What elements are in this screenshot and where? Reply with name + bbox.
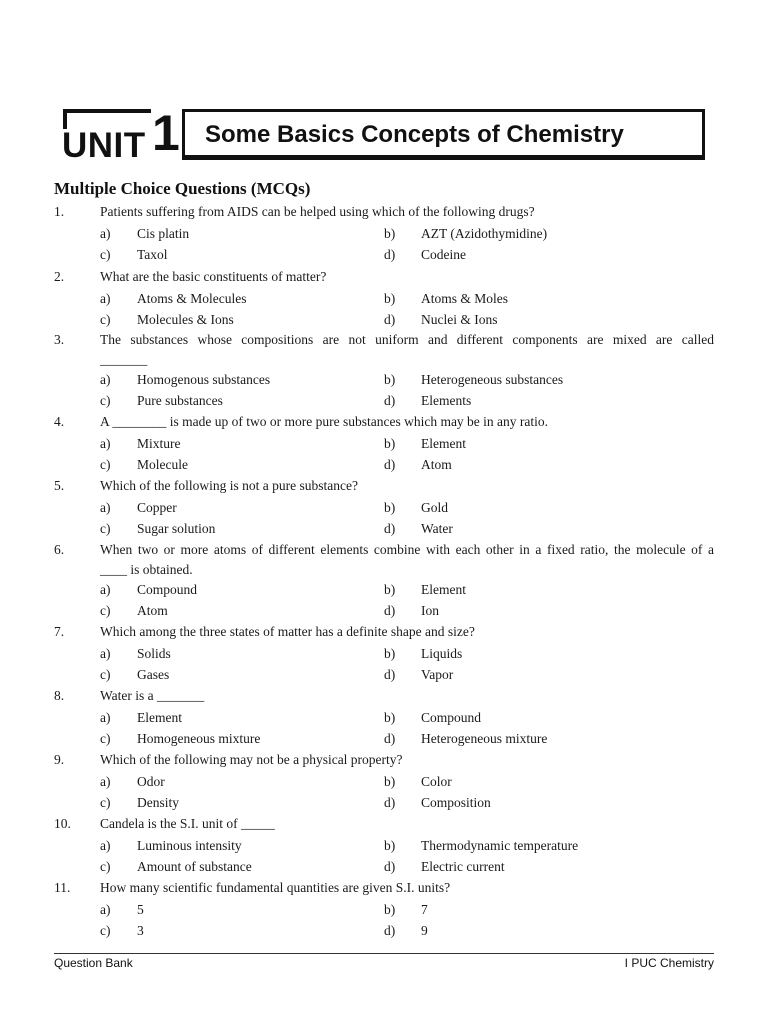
option-label: d): [384, 923, 396, 938]
option-text: Homogeneous mixture: [137, 731, 261, 746]
option-label: d): [384, 795, 396, 810]
option-label: d): [384, 521, 396, 536]
option-label: d): [384, 603, 396, 618]
option-label: b): [384, 582, 396, 597]
option-text: Sugar solution: [137, 521, 216, 536]
question-number: 2.: [54, 269, 65, 284]
question-number: 10.: [54, 816, 71, 831]
option-text: Nuclei & Ions: [421, 312, 498, 327]
unit-number: 1: [152, 105, 180, 161]
question-text: When two or more atoms of different elements combine with each other in a fixed ratio, the molecule of a: [100, 542, 714, 557]
option-text: Molecule: [137, 457, 188, 472]
option-text: Ion: [421, 603, 439, 618]
option-label: a): [100, 226, 111, 241]
option-text: Odor: [137, 774, 165, 789]
option-text: Vapor: [421, 667, 454, 682]
option-text: Gold: [421, 500, 448, 515]
option-label: c): [100, 393, 111, 408]
option-text: Compound: [421, 710, 482, 725]
option-text: Element: [137, 710, 182, 725]
option-label: c): [100, 795, 111, 810]
question-text: A ________ is made up of two or more pure substances which may be in any ratio.: [100, 414, 549, 429]
option-text: Molecules & Ions: [137, 312, 234, 327]
option-text: Atom: [137, 603, 168, 618]
option-label: a): [100, 838, 111, 853]
option-text: 5: [137, 902, 144, 917]
option-text: Water: [421, 521, 453, 536]
option-text: Taxol: [137, 247, 168, 262]
option-label: a): [100, 582, 111, 597]
option-label: b): [384, 500, 396, 515]
question-number: 5.: [54, 478, 65, 493]
option-text: Atom: [421, 457, 452, 472]
footer-left: Question Bank: [54, 956, 133, 970]
question-text: Which of the following is not a pure substance?: [100, 478, 358, 493]
question-text: The substances whose compositions are not uniform and different components are mixed are called: [100, 332, 714, 347]
option-text: Composition: [421, 795, 491, 810]
option-text: Amount of substance: [137, 859, 252, 874]
option-label: a): [100, 372, 111, 387]
question-number: 9.: [54, 752, 65, 767]
option-text: Copper: [137, 500, 177, 515]
option-text: Heterogeneous substances: [421, 372, 564, 387]
option-label: d): [384, 247, 396, 262]
option-label: b): [384, 710, 396, 725]
option-label: a): [100, 500, 111, 515]
option-label: a): [100, 902, 111, 917]
option-text: Atoms & Molecules: [137, 291, 247, 306]
option-label: b): [384, 902, 396, 917]
question-number: 4.: [54, 414, 65, 429]
option-label: c): [100, 457, 111, 472]
option-text: Luminous intensity: [137, 838, 242, 853]
option-label: a): [100, 436, 111, 451]
option-label: a): [100, 774, 111, 789]
question-number: 1.: [54, 204, 65, 219]
option-label: c): [100, 923, 111, 938]
option-text: Gases: [137, 667, 170, 682]
question-number: 11.: [54, 880, 71, 895]
option-text: Thermodynamic temperature: [421, 838, 579, 853]
question-text: How many scientific fundamental quantities are given S.I. units?: [100, 880, 451, 895]
option-text: Electric current: [421, 859, 505, 874]
question-number: 7.: [54, 624, 65, 639]
option-text: Compound: [137, 582, 198, 597]
option-label: c): [100, 521, 111, 536]
option-label: c): [100, 312, 111, 327]
option-text: Element: [421, 436, 466, 451]
option-text: Elements: [421, 393, 472, 408]
option-label: d): [384, 457, 396, 472]
option-label: d): [384, 859, 396, 874]
option-text: Element: [421, 582, 466, 597]
option-text: Color: [421, 774, 452, 789]
option-label: d): [384, 731, 396, 746]
option-text: Heterogeneous mixture: [421, 731, 548, 746]
option-label: b): [384, 646, 396, 661]
option-label: c): [100, 247, 111, 262]
section-heading: Multiple Choice Questions (MCQs): [54, 179, 311, 198]
question-text: Water is a _______: [100, 688, 205, 703]
footer-right: I PUC Chemistry: [624, 956, 714, 970]
option-label: c): [100, 667, 111, 682]
footer-rule: [54, 953, 714, 954]
option-label: d): [384, 393, 396, 408]
option-text: AZT (Azidothymidine): [421, 226, 548, 241]
option-text: Liquids: [421, 646, 463, 661]
option-label: b): [384, 291, 396, 306]
unit-title-box: [182, 109, 705, 160]
question-text-continued: _______: [100, 352, 148, 367]
option-label: b): [384, 372, 396, 387]
question-text: Which of the following may not be a physical property?: [100, 752, 403, 767]
option-label: a): [100, 646, 111, 661]
question-text: Patients suffering from AIDS can be helped using which of the following drugs?: [100, 204, 535, 219]
question-text: Candela is the S.I. unit of _____: [100, 816, 275, 831]
question-text: What are the basic constituents of matter?: [100, 269, 327, 284]
option-label: a): [100, 710, 111, 725]
option-text: 3: [137, 923, 144, 938]
unit-label: UNIT: [62, 126, 146, 165]
option-label: b): [384, 774, 396, 789]
option-text: Density: [137, 795, 179, 810]
option-label: a): [100, 291, 111, 306]
option-text: Atoms & Moles: [421, 291, 509, 306]
option-text: Pure substances: [137, 393, 223, 408]
option-text: 9: [421, 923, 428, 938]
option-label: c): [100, 731, 111, 746]
unit-title: Some Basics Concepts of Chemistry: [205, 121, 624, 148]
option-label: b): [384, 838, 396, 853]
option-text: Cis platin: [137, 226, 190, 241]
option-text: 7: [421, 902, 428, 917]
question-text-continued: ____ is obtained.: [100, 562, 193, 577]
option-text: Codeine: [421, 247, 466, 262]
option-text: Homogenous substances: [137, 372, 271, 387]
option-text: Mixture: [137, 436, 181, 451]
option-label: c): [100, 859, 111, 874]
question-number: 3.: [54, 332, 65, 347]
option-label: d): [384, 667, 396, 682]
option-label: d): [384, 312, 396, 327]
option-text: Solids: [137, 646, 171, 661]
option-label: c): [100, 603, 111, 618]
option-label: b): [384, 436, 396, 451]
option-label: b): [384, 226, 396, 241]
question-text: Which among the three states of matter has a definite shape and size?: [100, 624, 475, 639]
question-number: 8.: [54, 688, 65, 703]
question-number: 6.: [54, 542, 65, 557]
